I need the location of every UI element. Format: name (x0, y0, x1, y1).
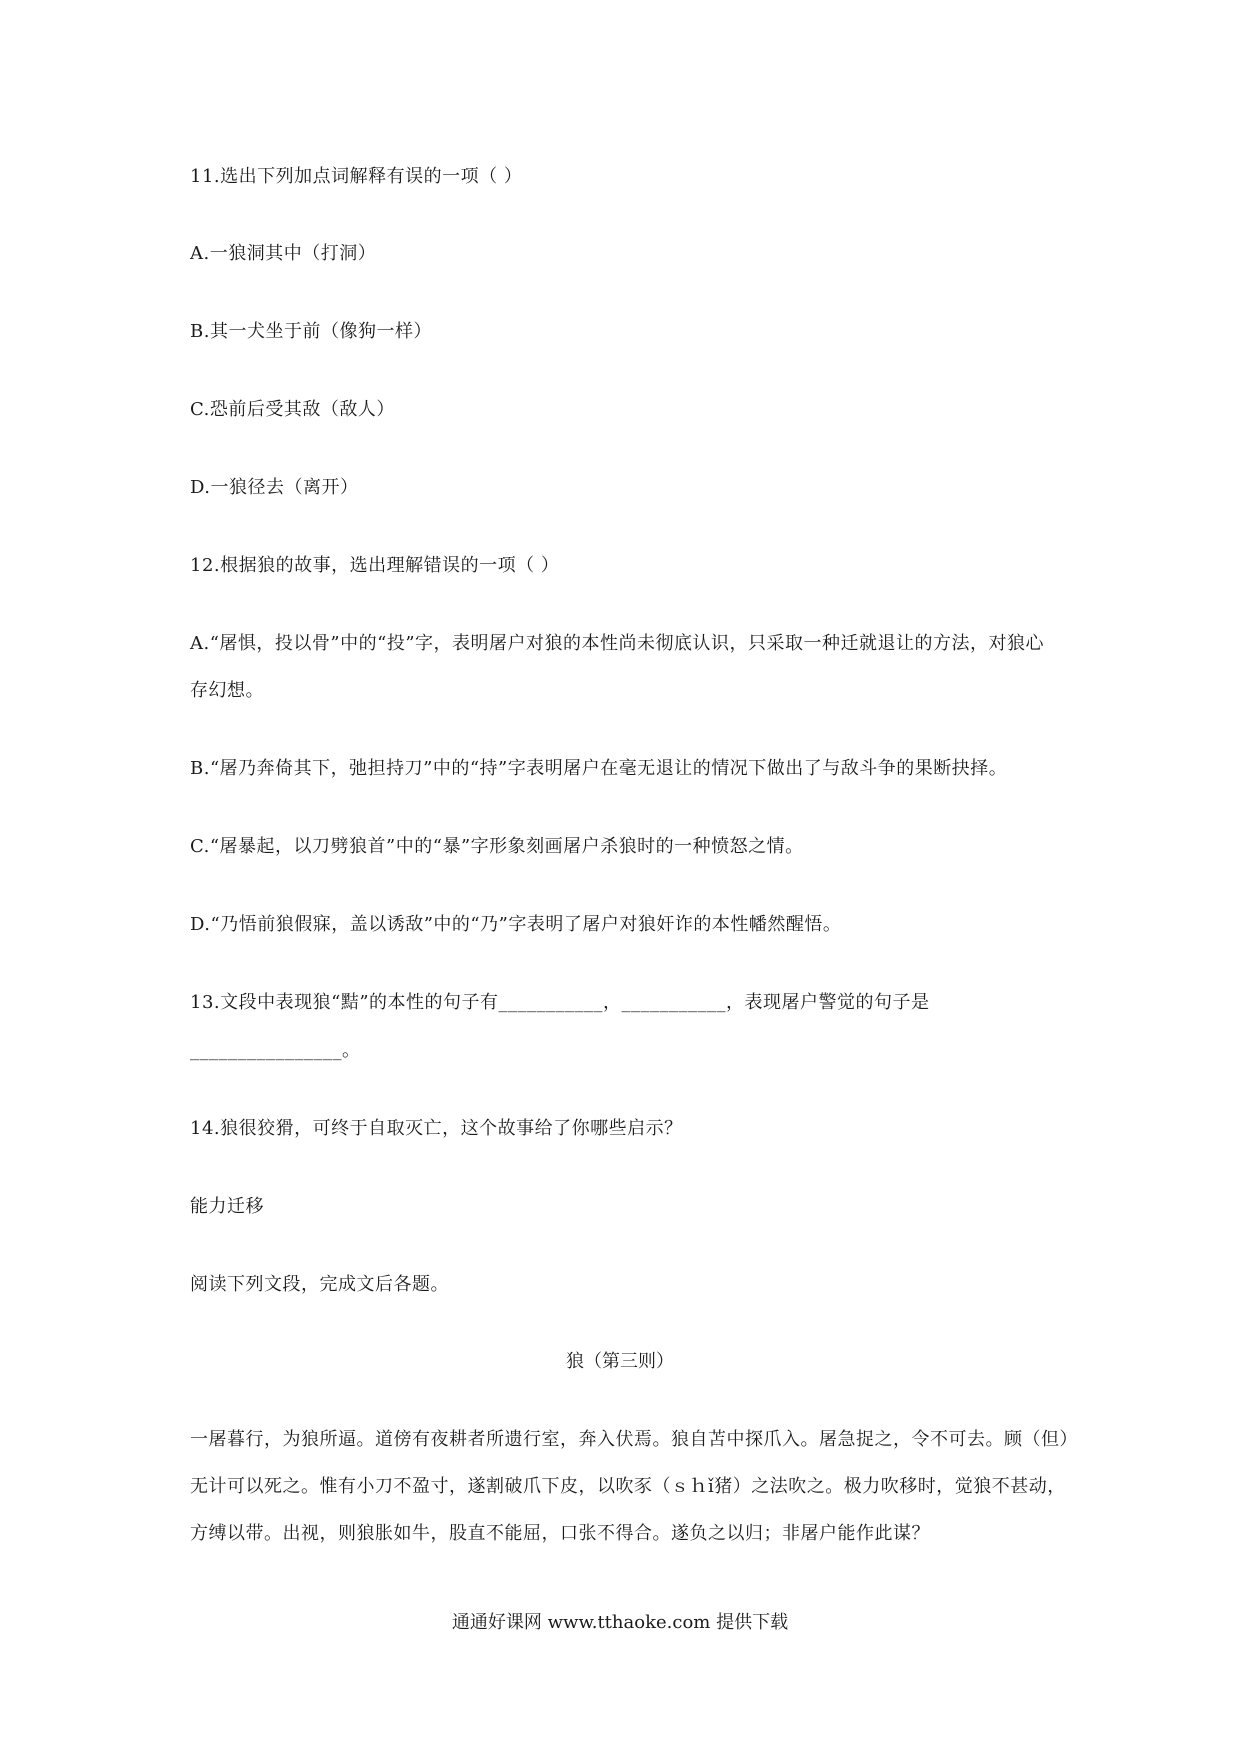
q11-option-a: A.一狼洞其中（打洞） (190, 243, 377, 264)
q13-line2: ________________。 (190, 1040, 361, 1061)
q11-option-c: C.恐前后受其敌（敌人） (190, 399, 395, 420)
page-footer: 通通好课网 www.tthaoke.com 提供下载 (451, 1612, 789, 1633)
q11-stem: 11.选出下列加点词解释有误的一项（ ） (190, 166, 523, 187)
instruction: 阅读下列文段，完成文后各题。 (190, 1274, 449, 1295)
passage-line-3: 方缚以带。出视，则狼胀如牛，股直不能屈，口张不得合。遂负之以归；非屠户能作此谋？ (190, 1523, 930, 1544)
q12-option-c: C.“屠暴起，以刀劈狼首”中的“暴”字形象刻画屠户杀狼时的一种愤怒之情。 (190, 836, 804, 857)
q14-stem: 14.狼很狡猾，可终于自取灭亡，这个故事给了你哪些启示？ (190, 1118, 683, 1139)
q12-option-d: D.“乃悟前狼假寐，盖以诱敌”中的“乃”字表明了屠户对狼奸诈的本性幡然醒悟。 (190, 914, 842, 935)
passage-line-2: 无计可以死之。惟有小刀不盈寸，遂割破爪下皮，以吹豕（ｓｈǐ猪）之法吹之。极力吹移时，觉狼不甚动， (190, 1476, 1066, 1497)
section-heading: 能力迁移 (190, 1196, 264, 1217)
passage-line-1: 一屠暮行，为狼所逼。道傍有夜耕者所遗行室，奔入伏焉。狼自苫中探爪入。屠急捉之，令不可去。顾（但） (190, 1429, 1078, 1450)
passage-title: 狼（第三则） (566, 1351, 674, 1372)
q11-option-b: B.其一犬坐于前（像狗一样） (190, 321, 432, 342)
q13-line1: 13.文段中表现狼“黠”的本性的句子有___________，___________，表现屠户警觉的句子是 (190, 992, 930, 1013)
q12-option-a-line1: A.“屠惧，投以骨”中的“投”字，表明屠户对狼的本性尚未彻底认识，只采取一种迁就退让的方法，对狼心 (190, 633, 1045, 654)
q12-option-b: B.“屠乃奔倚其下，弛担持刀”中的“持”字表明屠户在毫无退让的情况下做出了与敌斗争的果断抉择。 (190, 758, 1008, 779)
q12-stem: 12.根据狼的故事，选出理解错误的一项（ ） (190, 555, 560, 576)
q11-option-d: D.一狼径去（离开） (190, 477, 359, 498)
q12-option-a-line2: 存幻想。 (190, 680, 264, 701)
